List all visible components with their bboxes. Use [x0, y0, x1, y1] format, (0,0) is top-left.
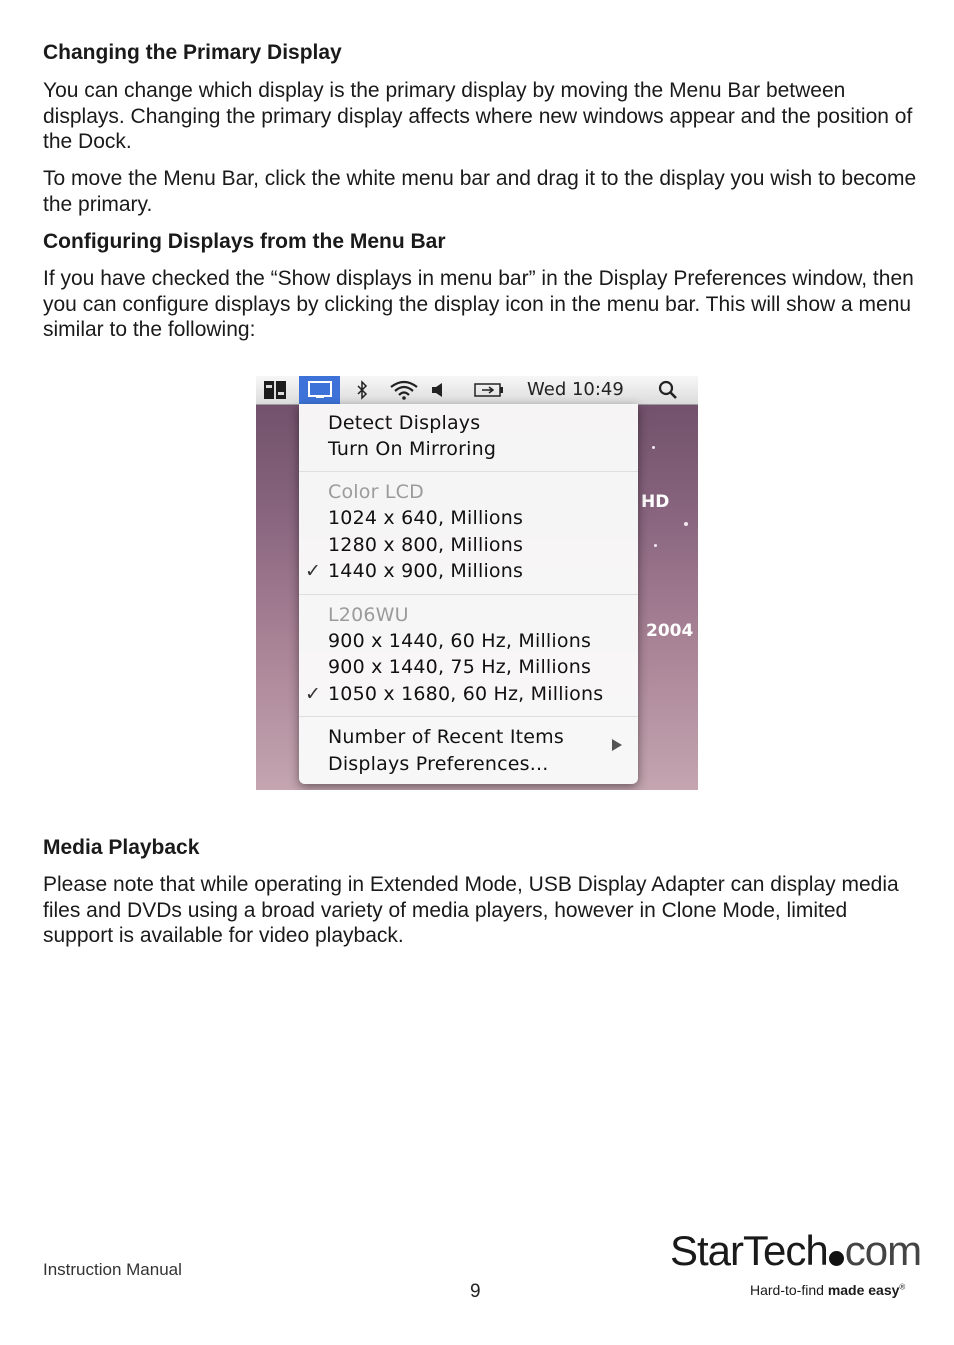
menu-separator: [299, 471, 638, 472]
menu-separator: [299, 716, 638, 717]
trademark-mark: ®: [899, 1282, 906, 1292]
sparkle: [654, 544, 657, 547]
menu-item-number-of-recent-items[interactable]: Number of Recent Items: [328, 726, 564, 748]
menu-item-displays-preferences[interactable]: Displays Preferences...: [328, 753, 549, 775]
menu-item-resolution[interactable]: 1280 x 800, Millions: [328, 534, 524, 556]
logo-text-startech: StarTech: [670, 1227, 828, 1274]
display-icon[interactable]: [299, 376, 340, 404]
logo-dot-icon: [829, 1251, 844, 1266]
background-label-year: 2004: [646, 621, 694, 641]
checkmark-icon: ✓: [305, 683, 321, 705]
menu-bar-clock[interactable]: Wed 10:49: [527, 379, 624, 400]
heading-media-playback: Media Playback: [43, 836, 200, 859]
checkmark-icon: ✓: [305, 560, 321, 582]
menu-item-turn-on-mirroring[interactable]: Turn On Mirroring: [328, 438, 497, 460]
menu-item-resolution[interactable]: 1024 x 640, Millions: [328, 507, 524, 529]
menu-screenshot: [256, 376, 698, 790]
spotlight-search-icon[interactable]: [655, 379, 681, 401]
menu-item-resolution[interactable]: 900 x 1440, 60 Hz, Millions: [328, 630, 592, 652]
menu-item-resolution-selected[interactable]: 1050 x 1680, 60 Hz, Millions: [328, 683, 604, 705]
menu-item-resolution-selected[interactable]: 1440 x 900, Millions: [328, 560, 524, 582]
startech-logo: [670, 1226, 921, 1276]
tagline-bold: made easy: [827, 1282, 900, 1298]
logo-text-com: com: [844, 1227, 922, 1274]
battery-icon[interactable]: [472, 379, 506, 401]
background-label-hd: HD: [641, 492, 670, 512]
menu-separator: [299, 594, 638, 595]
volume-icon[interactable]: [429, 379, 447, 401]
logo-tagline: [750, 1282, 905, 1298]
paragraph-configuring-displays: If you have checked the “Show displays in menu bar” in the Display Preferences window, then you can configure displays by clicking the display icon in the menu bar. This will show a menu similar to the following:: [43, 267, 914, 341]
footer-manual-label: Instruction Manual: [43, 1260, 182, 1279]
menu-header-l206wu: L206WU: [328, 604, 409, 626]
heading-primary-display: Changing the Primary Display: [43, 41, 342, 64]
menu-item-resolution[interactable]: 900 x 1440, 75 Hz, Millions: [328, 656, 592, 678]
menu-item-detect-displays[interactable]: Detect Displays: [328, 412, 481, 434]
menu-header-color-lcd: Color LCD: [328, 481, 424, 503]
sparkle: [652, 446, 655, 449]
paragraph-media-playback: Please note that while operating in Extended Mode, USB Display Adapter can display media files and DVDs using a broad variety of media players, however in Clone Mode, limited support is available for video playback.: [43, 873, 899, 947]
menu-extra-icon[interactable]: [260, 379, 290, 401]
paragraph-primary-display: You can change which display is the primary display by moving the Menu Bar between displays. Changing the primary display affects where new windows appear and the position of the Dock.: [43, 79, 913, 153]
wifi-icon[interactable]: [387, 379, 421, 401]
paragraph-move-menu-bar: To move the Menu Bar, click the white menu bar and drag it to the display you wish to become the primary.: [43, 167, 917, 216]
page-number: 9: [470, 1281, 481, 1302]
menu-bar[interactable]: [256, 376, 698, 405]
sparkle: [684, 522, 688, 526]
submenu-arrow-icon: [611, 737, 623, 756]
tagline-plain: Hard-to-find: [750, 1282, 828, 1298]
bluetooth-icon[interactable]: [354, 379, 370, 401]
heading-configuring-displays: Configuring Displays from the Menu Bar: [43, 230, 446, 253]
displays-menu: [299, 404, 638, 784]
